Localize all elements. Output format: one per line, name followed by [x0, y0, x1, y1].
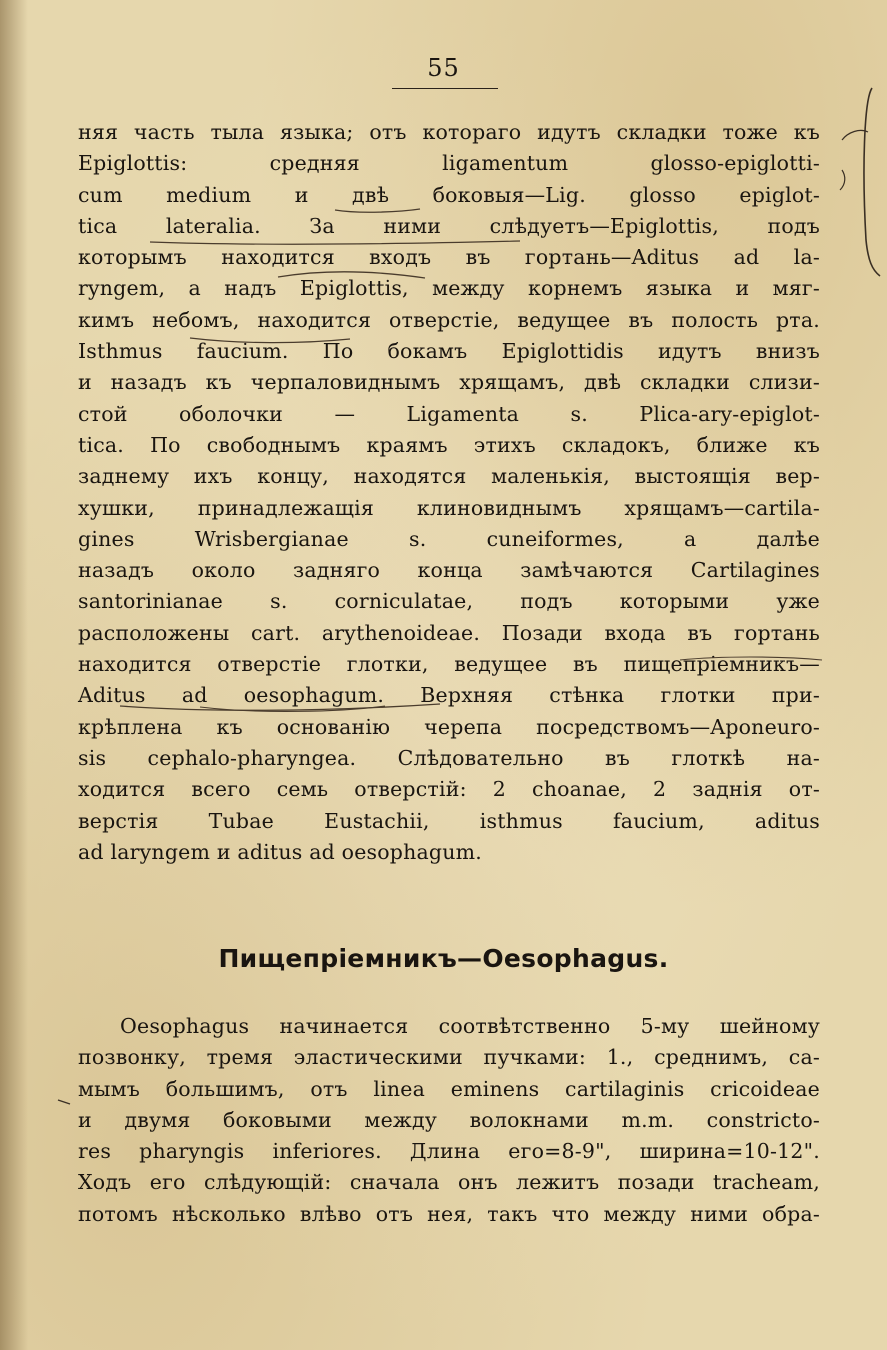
text-line: крѣплена къ основанію черепа посредствомъ—Aponeuro-	[78, 714, 820, 739]
text-line: Ходъ его слѣдующій: сначала онъ лежитъ позади tracheam,	[78, 1170, 820, 1195]
text-line: santorinianae s. corniculatae, подъ которыми уже	[78, 589, 820, 614]
text-line: tica lateralia. За ними слѣдуетъ—Epiglottis, подъ	[78, 213, 820, 238]
text-line: расположены cart. arythenoideae. Позади входа въ гортань	[78, 620, 820, 645]
paragraph-oesophagus	[78, 1011, 820, 1230]
paragraph-pharynx-openings	[78, 117, 820, 868]
margin-tick-mark	[840, 170, 845, 190]
section-heading: Пищепріемникъ—Oesophagus.	[218, 944, 669, 973]
text-line: res pharyngis inferiores. Длина его=8-9", ширина=10-12".	[78, 1139, 820, 1164]
text-line: находится отверстіе глотки, ведущее въ пищепріемникъ—	[78, 652, 820, 677]
page-number-rule	[392, 88, 498, 89]
text-line: стой оболочки — Ligamenta s. Plica-ary-epiglot-	[78, 401, 820, 426]
page-number: 55	[427, 54, 460, 82]
text-line: потомъ нѣсколько влѣво отъ нея, такъ что между ними обра-	[78, 1201, 820, 1226]
text-line: gines Wrisbergianae s. cuneiformes, а далѣе	[78, 526, 820, 551]
text-line: Aditus ad oesophagum. Верхняя стѣнка глотки при-	[78, 683, 820, 708]
text-line: Epiglottis: средняя ligamentum glosso-epiglotti-	[78, 151, 820, 176]
pencil-dash-left	[58, 1100, 70, 1104]
text-line: кимъ небомъ, находится отверстіе, ведущее въ полость рта.	[78, 307, 820, 332]
text-line: cum medium и двѣ боковыя—Lig. glosso epiglot-	[78, 182, 820, 207]
text-line: Isthmus faucium. По бокамъ Epiglottidis идутъ внизъ	[78, 339, 820, 364]
binding-shadow	[0, 0, 28, 1350]
text-line: мымъ большимъ, отъ linea eminens cartilaginis cricoideae	[78, 1076, 820, 1101]
text-line: sis cephalo-pharyngea. Слѣдовательно въ глоткѣ на-	[78, 745, 820, 770]
text-line: которымъ находится входъ въ гортань—Aditus ad la-	[78, 245, 820, 270]
text-line: tica. По свободнымъ краямъ этихъ складокъ, ближе къ	[78, 432, 820, 457]
text-line: и назадъ къ черпаловиднымъ хрящамъ, двѣ складки слизи-	[78, 370, 820, 395]
text-line: и двумя боковыми между волокнами m.m. constricto-	[78, 1107, 820, 1132]
text-line: ad laryngem и aditus ad oesophagum.	[78, 839, 483, 864]
text-line: няя часть тыла языка; отъ котораго идутъ складки тоже къ	[78, 120, 820, 144]
text-line: верстія Tubae Eustachii, isthmus faucium, aditus	[78, 808, 820, 833]
text-line: назадъ около задняго конца замѣчаются Cartilagines	[78, 558, 820, 583]
text-line: Oesophagus начинается соотвѣтственно 5-му шейному	[120, 1014, 820, 1038]
text-line: позвонку, тремя эластическими пучками: 1., среднимъ, са-	[78, 1045, 820, 1070]
margin-hook-mark	[842, 130, 868, 140]
margin-bracket-mark	[864, 88, 880, 276]
text-line: ryngem, а надъ Epiglottis, между корнемъ языка и мяг-	[78, 276, 820, 301]
text-line: ходится всего семь отверстій: 2 choanae, 2 заднія от-	[78, 777, 820, 802]
text-line: хушки, принадлежащія клиновиднымъ хрящамъ—cartila-	[78, 495, 820, 520]
text-line: заднему ихъ концу, находятся маленькія, выстоящія вер-	[78, 464, 820, 489]
